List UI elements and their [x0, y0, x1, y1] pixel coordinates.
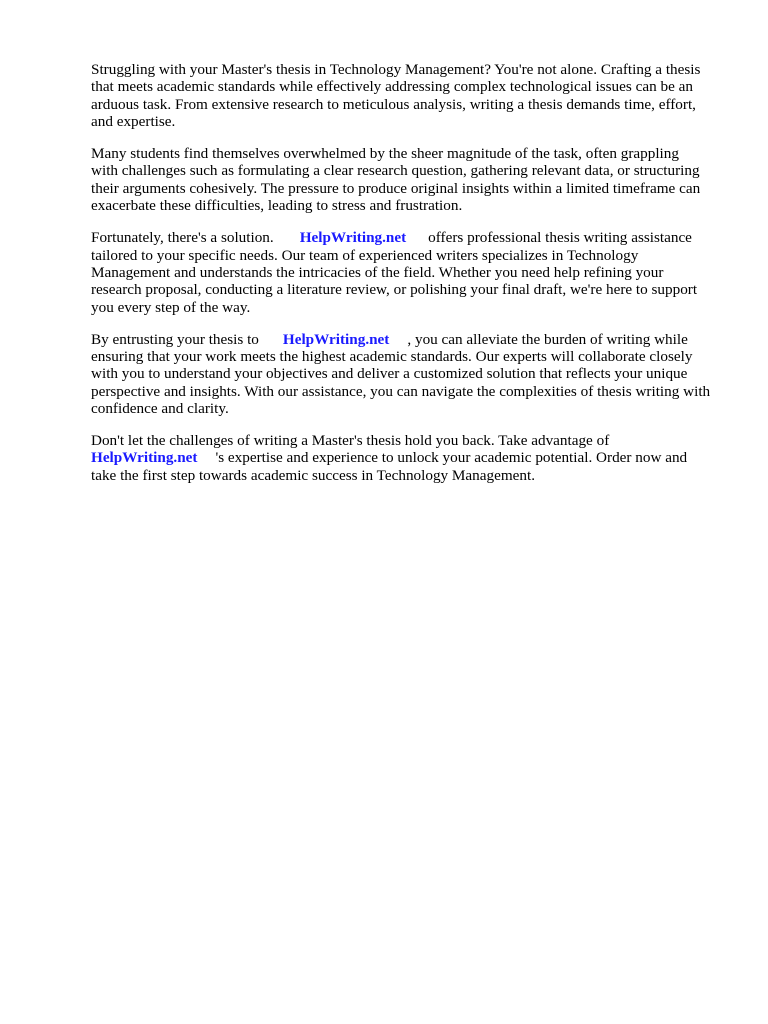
text-fragment: , you can alleviate the burden of writing while	[407, 330, 688, 348]
text-line: that meets academic standards while effectively addressing complex technological issues can be an	[91, 78, 693, 96]
text-line: with you to understand your objectives and deliver a customized solution that reflects your unique	[91, 365, 688, 383]
text-line: arduous task. From extensive research to meticulous analysis, writing a thesis demands time, effort,	[91, 95, 696, 113]
text-line: tailored to your specific needs. Our team of experienced writers specializes in Technology	[91, 246, 639, 264]
helpwriting-link[interactable]: HelpWriting.net	[282, 330, 390, 348]
text-fragment: offers professional thesis writing assistance	[428, 229, 692, 247]
text-line	[91, 449, 731, 466]
paragraph-challenges	[91, 145, 731, 215]
helpwriting-link[interactable]: HelpWriting.net	[299, 229, 407, 247]
paragraph-solution	[91, 229, 731, 316]
text-line: exacerbate these difficulties, leading to stress and frustration.	[91, 197, 463, 215]
text-fragment: By entrusting your thesis to	[91, 330, 259, 348]
paragraph-entrusting	[91, 331, 731, 418]
text-line: Many students find themselves overwhelmed by the sheer magnitude of the task, often grappling	[91, 145, 679, 163]
text-line: Don't let the challenges of writing a Master's thesis hold you back. Take advantage of	[91, 432, 610, 450]
text-line: perspective and insights. With our assistance, you can navigate the complexities of thesis writing with	[91, 382, 711, 400]
text-line: ensuring that your work meets the highest academic standards. Our experts will collaborate closely	[91, 347, 693, 365]
text-line	[91, 229, 731, 246]
text-fragment: 's expertise and experience to unlock your academic potential. Order now and	[215, 449, 688, 467]
paragraph-call-to-action	[91, 432, 731, 484]
text-line	[91, 331, 731, 348]
text-line: confidence and clarity.	[91, 400, 229, 418]
helpwriting-link[interactable]: HelpWriting.net	[91, 449, 198, 467]
text-line: Struggling with your Master's thesis in Technology Management? You're not alone. Crafting a thesis	[91, 61, 701, 78]
text-line: with challenges such as formulating a clear research question, gathering relevant data, or structuring	[91, 162, 700, 180]
text-line: and expertise.	[91, 113, 176, 131]
text-line: take the first step towards academic success in Technology Management.	[91, 466, 536, 484]
text-line: their arguments cohesively. The pressure to produce original insights within a limited timeframe can	[91, 179, 701, 197]
paragraph-intro	[91, 61, 731, 131]
text-fragment: Fortunately, there's a solution.	[91, 229, 274, 247]
text-line: research proposal, conducting a literature review, or polishing your final draft, we're here to support	[91, 281, 698, 299]
document-page	[91, 61, 731, 499]
text-line: you every step of the way.	[91, 298, 251, 316]
text-line: Management and understands the intricacies of the field. Whether you need help refining your	[91, 263, 664, 281]
